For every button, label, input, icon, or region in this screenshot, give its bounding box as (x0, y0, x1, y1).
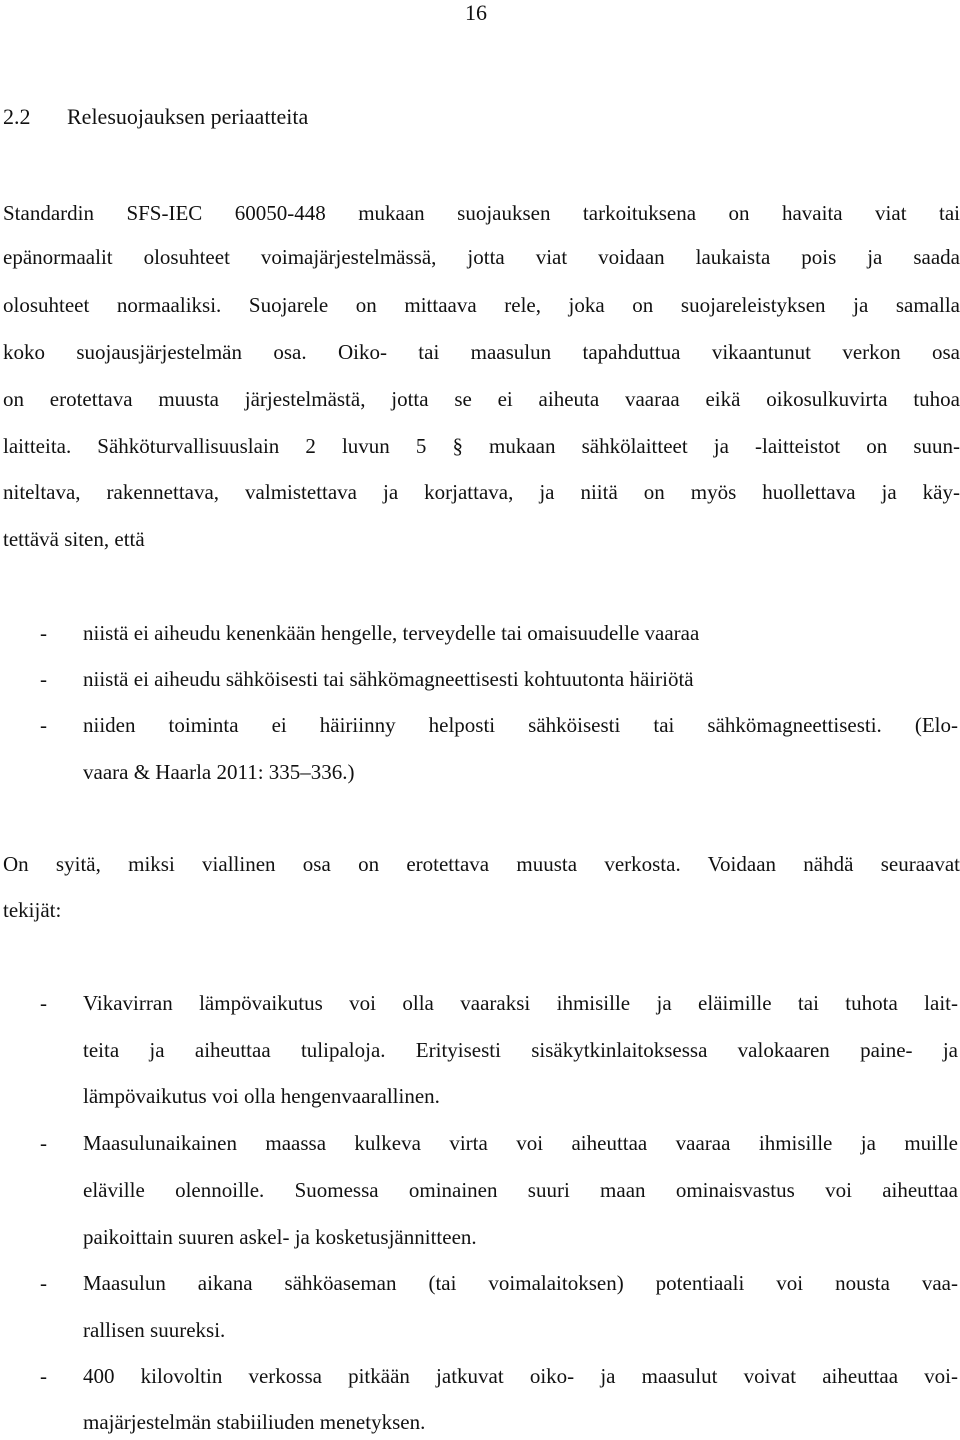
paragraph-line: On syitä, miksi viallinen osa on erotettava muusta verkosta. Voidaan nähdä seuraavat (3, 852, 960, 876)
list-item-line: niistä ei aiheudu kenenkään hengelle, terveydelle tai omaisuudelle vaaraa (83, 621, 700, 645)
list-dash: - (40, 621, 47, 645)
paragraph-line: epänormaalit olosuhteet voimajärjestelmässä, jotta viat voidaan laukaista pois ja saada (3, 245, 960, 269)
list-item-line: teita ja aiheuttaa tulipaloja. Erityisesti sisäkytkinlaitoksessa valokaaren paine- ja (83, 1038, 958, 1062)
paragraph-line: koko suojausjärjestelmän osa. Oiko- tai maasulun tapahduttua vikaantunut verkon osa (3, 340, 960, 364)
list-dash: - (40, 1131, 47, 1155)
paragraph-line: laitteita. Sähköturvallisuuslain 2 luvun 5 § mukaan sähkölaitteet ja -laitteistot on suun- (3, 434, 960, 458)
list-dash: - (40, 991, 47, 1015)
list-item-line: rallisen suureksi. (83, 1318, 226, 1342)
section-title: Relesuojauksen periaatteita (67, 104, 309, 129)
paragraph-line: olosuhteet normaaliksi. Suojarele on mittaava rele, joka on suojareleistyksen ja samalla (3, 293, 960, 317)
list-item-line: paikoittain suuren askel- ja kosketusjännitteen. (83, 1225, 477, 1249)
section-number: 2.2 (3, 104, 31, 129)
list-item-line: niistä ei aiheudu sähköisesti tai sähkömagneettisesti kohtuutonta häiriötä (83, 667, 694, 691)
list-item-line: 400 kilovoltin verkossa pitkään jatkuvat oiko- ja maasulut voivat aiheuttaa voi- (83, 1364, 958, 1388)
list-item-line: eläville olennoille. Suomessa ominainen suuri maan ominaisvastus voi aiheuttaa (83, 1178, 958, 1202)
list-dash: - (40, 667, 47, 691)
list-item-line: Vikavirran lämpövaikutus voi olla vaaraksi ihmisille ja eläimille tai tuhota lait- (83, 991, 958, 1015)
paragraph-line: on erotettava muusta järjestelmästä, jotta se ei aiheuta vaaraa eikä oikosulkuvirta tuhoa (3, 387, 960, 411)
paragraph-line: tettävä siten, että (3, 527, 145, 551)
paragraph-line: niteltava, rakennettava, valmistettava ja korjattava, ja niitä on myös huollettava ja käy- (3, 480, 960, 504)
list-dash: - (40, 713, 47, 737)
paragraph-line: tekijät: (3, 898, 62, 922)
list-item-line: majärjestelmän stabiiliuden menetyksen. (83, 1410, 426, 1434)
list-dash: - (40, 1271, 47, 1295)
list-item-line: Maasulun aikana sähköaseman (tai voimalaitoksen) potentiaali voi nousta vaa- (83, 1271, 958, 1295)
list-item-line: Maasulunaikainen maassa kulkeva virta voi aiheuttaa vaaraa ihmisille ja muille (83, 1131, 958, 1155)
page-number: 16 (465, 0, 487, 25)
list-item-line: lämpövaikutus voi olla hengenvaarallinen. (83, 1084, 440, 1108)
list-item-line: vaara & Haarla 2011: 335–336.) (83, 760, 355, 784)
list-item-line: niiden toiminta ei häiriinny helposti sähköisesti tai sähkömagneettisesti. (Elo- (83, 713, 958, 737)
list-dash: - (40, 1364, 47, 1388)
paragraph-line: Standardin SFS-IEC 60050-448 mukaan suojauksen tarkoituksena on havaita viat tai (3, 201, 960, 225)
